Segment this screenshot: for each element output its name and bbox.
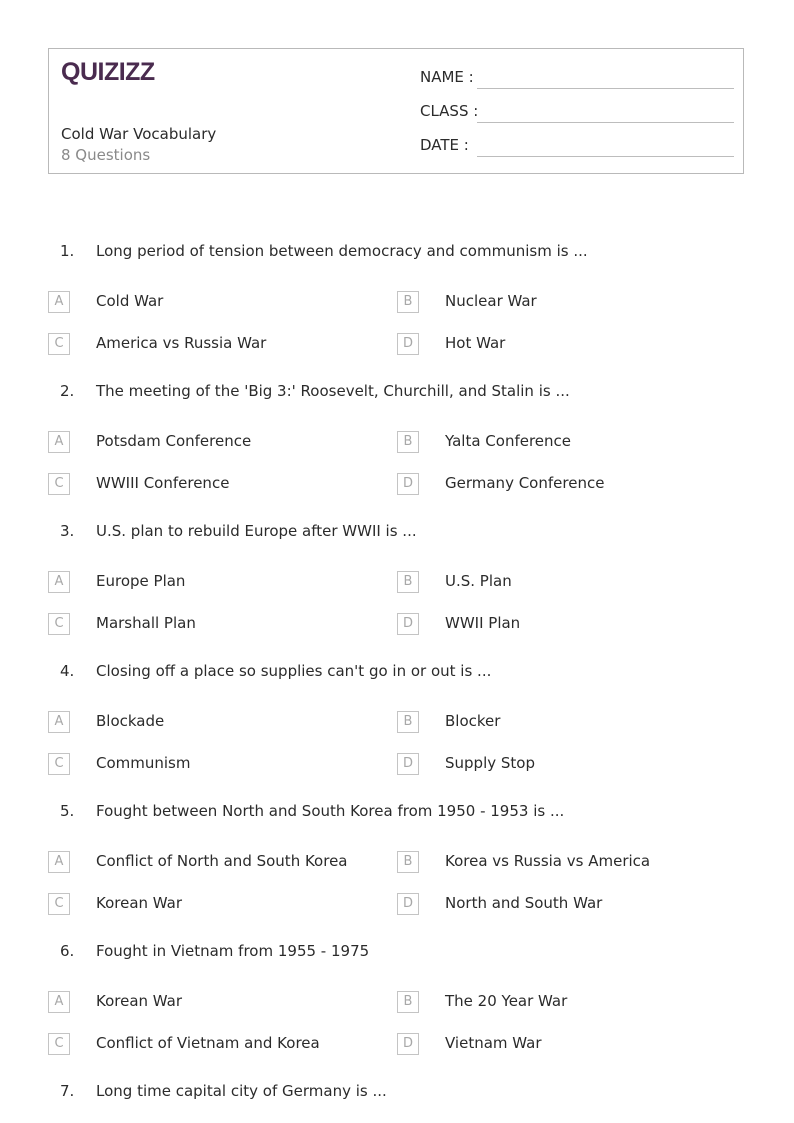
option-text: Korean War: [96, 992, 183, 1010]
option-letter-box[interactable]: A: [48, 991, 70, 1013]
option-letter-box[interactable]: C: [48, 333, 70, 355]
question-number: 1.: [60, 242, 75, 260]
worksheet-title: Cold War Vocabulary: [61, 125, 217, 143]
option-text: Supply Stop: [445, 754, 535, 772]
option-letter-box[interactable]: C: [48, 753, 70, 775]
answer-option-a[interactable]: [48, 711, 388, 735]
name-line[interactable]: [477, 88, 734, 89]
answer-option-c[interactable]: [48, 893, 388, 917]
option-letter-box[interactable]: B: [397, 431, 419, 453]
question-text: Fought between North and South Korea from 1950 - 1953 is ...: [96, 802, 565, 820]
question-number: 2.: [60, 382, 75, 400]
answer-option-d[interactable]: [397, 1033, 737, 1057]
answer-option-b[interactable]: [397, 571, 737, 595]
option-letter-box[interactable]: C: [48, 473, 70, 495]
question-text: Closing off a place so supplies can't go in or out is ...: [96, 662, 492, 680]
answer-option-a[interactable]: [48, 851, 388, 875]
option-letter-box[interactable]: D: [397, 893, 419, 915]
question-text: Fought in Vietnam from 1955 - 1975: [96, 942, 370, 960]
option-text: America vs Russia War: [96, 334, 267, 352]
name-label: NAME :: [420, 68, 474, 86]
answer-option-d[interactable]: [397, 893, 737, 917]
option-letter-box[interactable]: A: [48, 711, 70, 733]
question-text: Long period of tension between democracy and communism is ...: [96, 242, 588, 260]
date-line[interactable]: [477, 156, 734, 157]
answer-option-d[interactable]: [397, 473, 737, 497]
option-text: Communism: [96, 754, 191, 772]
option-text: Yalta Conference: [445, 432, 572, 450]
option-letter-box[interactable]: D: [397, 473, 419, 495]
option-text: WWIII Conference: [96, 474, 230, 492]
option-letter-box[interactable]: D: [397, 333, 419, 355]
option-letter-box[interactable]: B: [397, 991, 419, 1013]
quizizz-logo: QUIZIZZ: [61, 58, 155, 86]
option-text: The 20 Year War: [445, 992, 568, 1010]
option-text: Marshall Plan: [96, 614, 196, 632]
option-letter-box[interactable]: C: [48, 893, 70, 915]
answer-option-d[interactable]: [397, 333, 737, 357]
class-label: CLASS :: [420, 102, 479, 120]
answer-option-d[interactable]: [397, 753, 737, 777]
question-number: 7.: [60, 1082, 75, 1100]
option-letter-box[interactable]: C: [48, 613, 70, 635]
option-text: Korean War: [96, 894, 183, 912]
question-number: 4.: [60, 662, 75, 680]
answer-option-a[interactable]: [48, 291, 388, 315]
answer-option-c[interactable]: [48, 473, 388, 497]
option-text: Europe Plan: [96, 572, 186, 590]
option-text: Vietnam War: [445, 1034, 542, 1052]
option-text: Germany Conference: [445, 474, 605, 492]
answer-option-a[interactable]: [48, 991, 388, 1015]
question-text: U.S. plan to rebuild Europe after WWII is ...: [96, 522, 417, 540]
answer-option-a[interactable]: [48, 431, 388, 455]
answer-option-c[interactable]: [48, 333, 388, 357]
question-number: 3.: [60, 522, 75, 540]
option-text: North and South War: [445, 894, 603, 912]
date-field: [420, 136, 734, 160]
answer-option-c[interactable]: [48, 613, 388, 637]
answer-option-a[interactable]: [48, 571, 388, 595]
option-text: WWII Plan: [445, 614, 521, 632]
option-letter-box[interactable]: A: [48, 291, 70, 313]
option-text: Potsdam Conference: [96, 432, 252, 450]
answer-option-d[interactable]: [397, 613, 737, 637]
option-letter-box[interactable]: B: [397, 711, 419, 733]
option-letter-box[interactable]: C: [48, 1033, 70, 1055]
option-text: Hot War: [445, 334, 506, 352]
option-text: Cold War: [96, 292, 164, 310]
answer-option-b[interactable]: [397, 851, 737, 875]
date-label: DATE :: [420, 136, 469, 154]
answer-option-b[interactable]: [397, 711, 737, 735]
answer-option-b[interactable]: [397, 991, 737, 1015]
answer-option-b[interactable]: [397, 431, 737, 455]
class-field: [420, 102, 734, 126]
option-letter-box[interactable]: B: [397, 851, 419, 873]
question-text: The meeting of the 'Big 3:' Roosevelt, Churchill, and Stalin is ...: [96, 382, 570, 400]
option-letter-box[interactable]: D: [397, 1033, 419, 1055]
option-letter-box[interactable]: A: [48, 571, 70, 593]
option-letter-box[interactable]: A: [48, 431, 70, 453]
option-text: Korea vs Russia vs America: [445, 852, 651, 870]
name-field: [420, 68, 734, 92]
option-text: Conflict of Vietnam and Korea: [96, 1034, 320, 1052]
question-count: 8 Questions: [61, 146, 151, 164]
option-letter-box[interactable]: A: [48, 851, 70, 873]
question-number: 6.: [60, 942, 75, 960]
answer-option-c[interactable]: [48, 753, 388, 777]
option-letter-box[interactable]: D: [397, 613, 419, 635]
option-text: Blocker: [445, 712, 501, 730]
option-letter-box[interactable]: B: [397, 571, 419, 593]
option-text: Blockade: [96, 712, 165, 730]
question-text: Long time capital city of Germany is ...: [96, 1082, 387, 1100]
option-letter-box[interactable]: B: [397, 291, 419, 313]
option-text: Nuclear War: [445, 292, 537, 310]
option-letter-box[interactable]: D: [397, 753, 419, 775]
class-line[interactable]: [477, 122, 734, 123]
worksheet-header: [48, 48, 744, 174]
question-number: 5.: [60, 802, 75, 820]
option-text: Conflict of North and South Korea: [96, 852, 348, 870]
answer-option-b[interactable]: [397, 291, 737, 315]
answer-option-c[interactable]: [48, 1033, 388, 1057]
option-text: U.S. Plan: [445, 572, 512, 590]
